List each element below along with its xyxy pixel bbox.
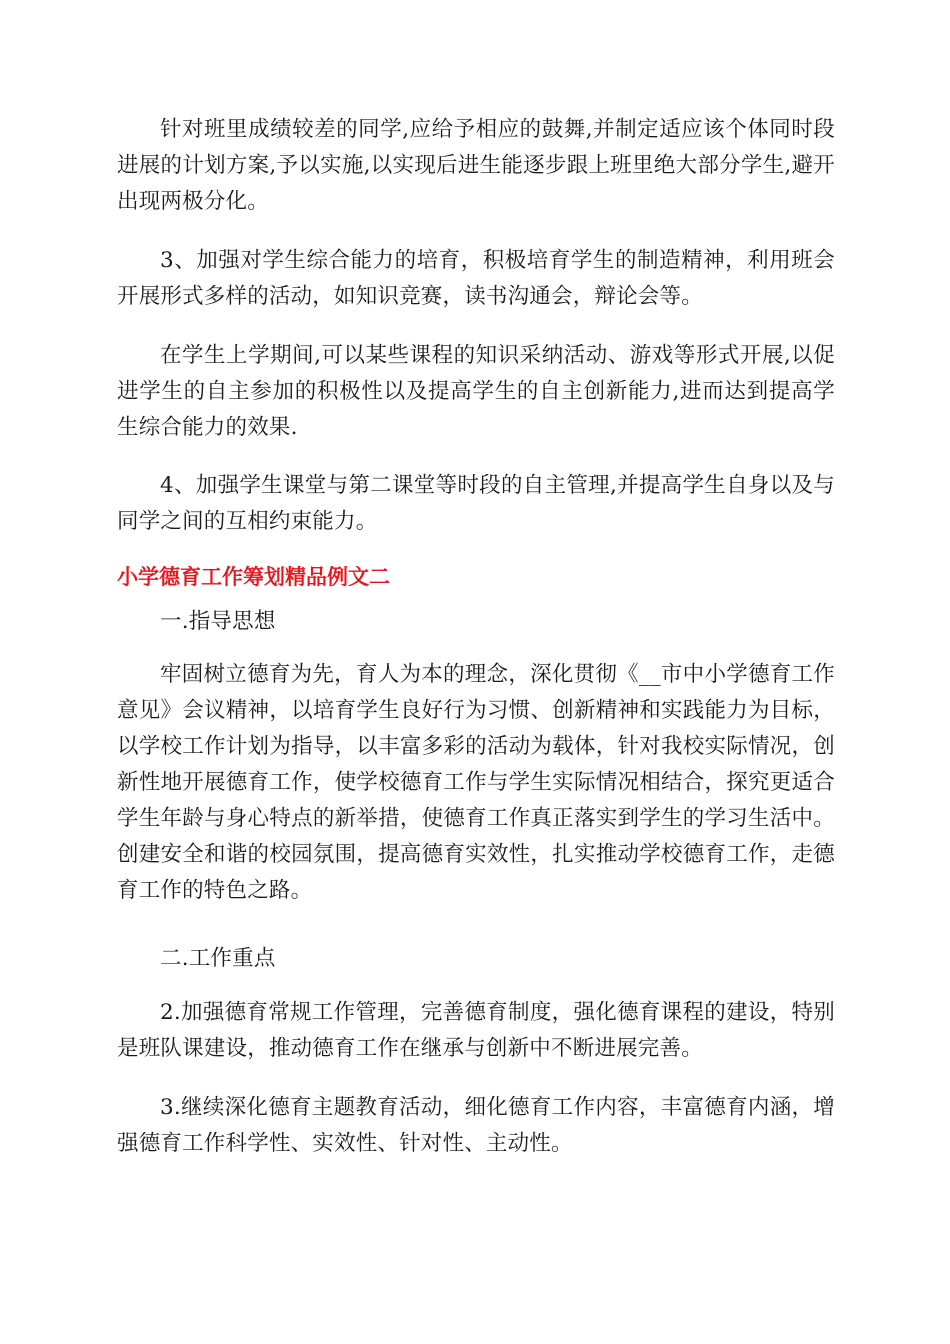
paragraph-school-period: 在学生上学期间,可以某些课程的知识采纳活动、游戏等形式开展,以促进学生的自主参加的积极性以及提高学生的自主创新能力,进而达到提高学生综合能力的效果.: [117, 343, 835, 440]
paragraph-guiding-thought: 牢固树立德育为先，育人为本的理念，深化贯彻《__市中小学德育工作意见》会议精神，以培育学生良好行为习惯、创新精神和实践能力为目标，以学校工作计划为指导，以丰富多彩的活动为载体，针对我校实际情况，创新性地开展德育工作，使学校德育工作与学生实际情况相结合，探究更适合学生年龄与身心特点的新举措，使德育工作真正落实到学生的学习生活中。创建安全和谐的校园氛围，提高德育实效性，扎实推动学校德育工作，走德育工作的特色之路。: [117, 662, 835, 903]
paragraph-item-3-comprehensive-ability: 3、加强对学生综合能力的培育，积极培育学生的制造精神，利用班会开展形式多样的活动，如知识竞赛，读书沟通会，辩论会等。: [117, 248, 835, 309]
section-heading: 小学德育工作筹划精品例文二: [117, 565, 390, 589]
paragraph-work-focus-3: 3.继续深化德育主题教育活动，细化德育工作内容，丰富德育内涵，增强德育工作科学性、实效性、针对性、主动性。: [117, 1095, 835, 1156]
subheading-work-focus: 二.工作重点: [160, 946, 276, 971]
subheading-guiding-thought: 一.指导思想: [160, 609, 276, 634]
paragraph-lagging-students: 针对班里成绩较差的同学,应给予相应的鼓舞,并制定适应该个体同时段进展的计划方案,予以实施,以实现后进生能逐步跟上班里绝大部分学生,避开出现两极分化。: [117, 117, 835, 214]
paragraph-work-focus-2: 2.加强德育常规工作管理，完善德育制度，强化德育课程的建设，特别是班队课建设，推动德育工作在继承与创新中不断进展完善。: [117, 1000, 835, 1061]
paragraph-item-4-self-management: 4、加强学生课堂与第二课堂等时段的自主管理,并提高学生自身以及与同学之间的互相约束能力。: [117, 473, 835, 534]
